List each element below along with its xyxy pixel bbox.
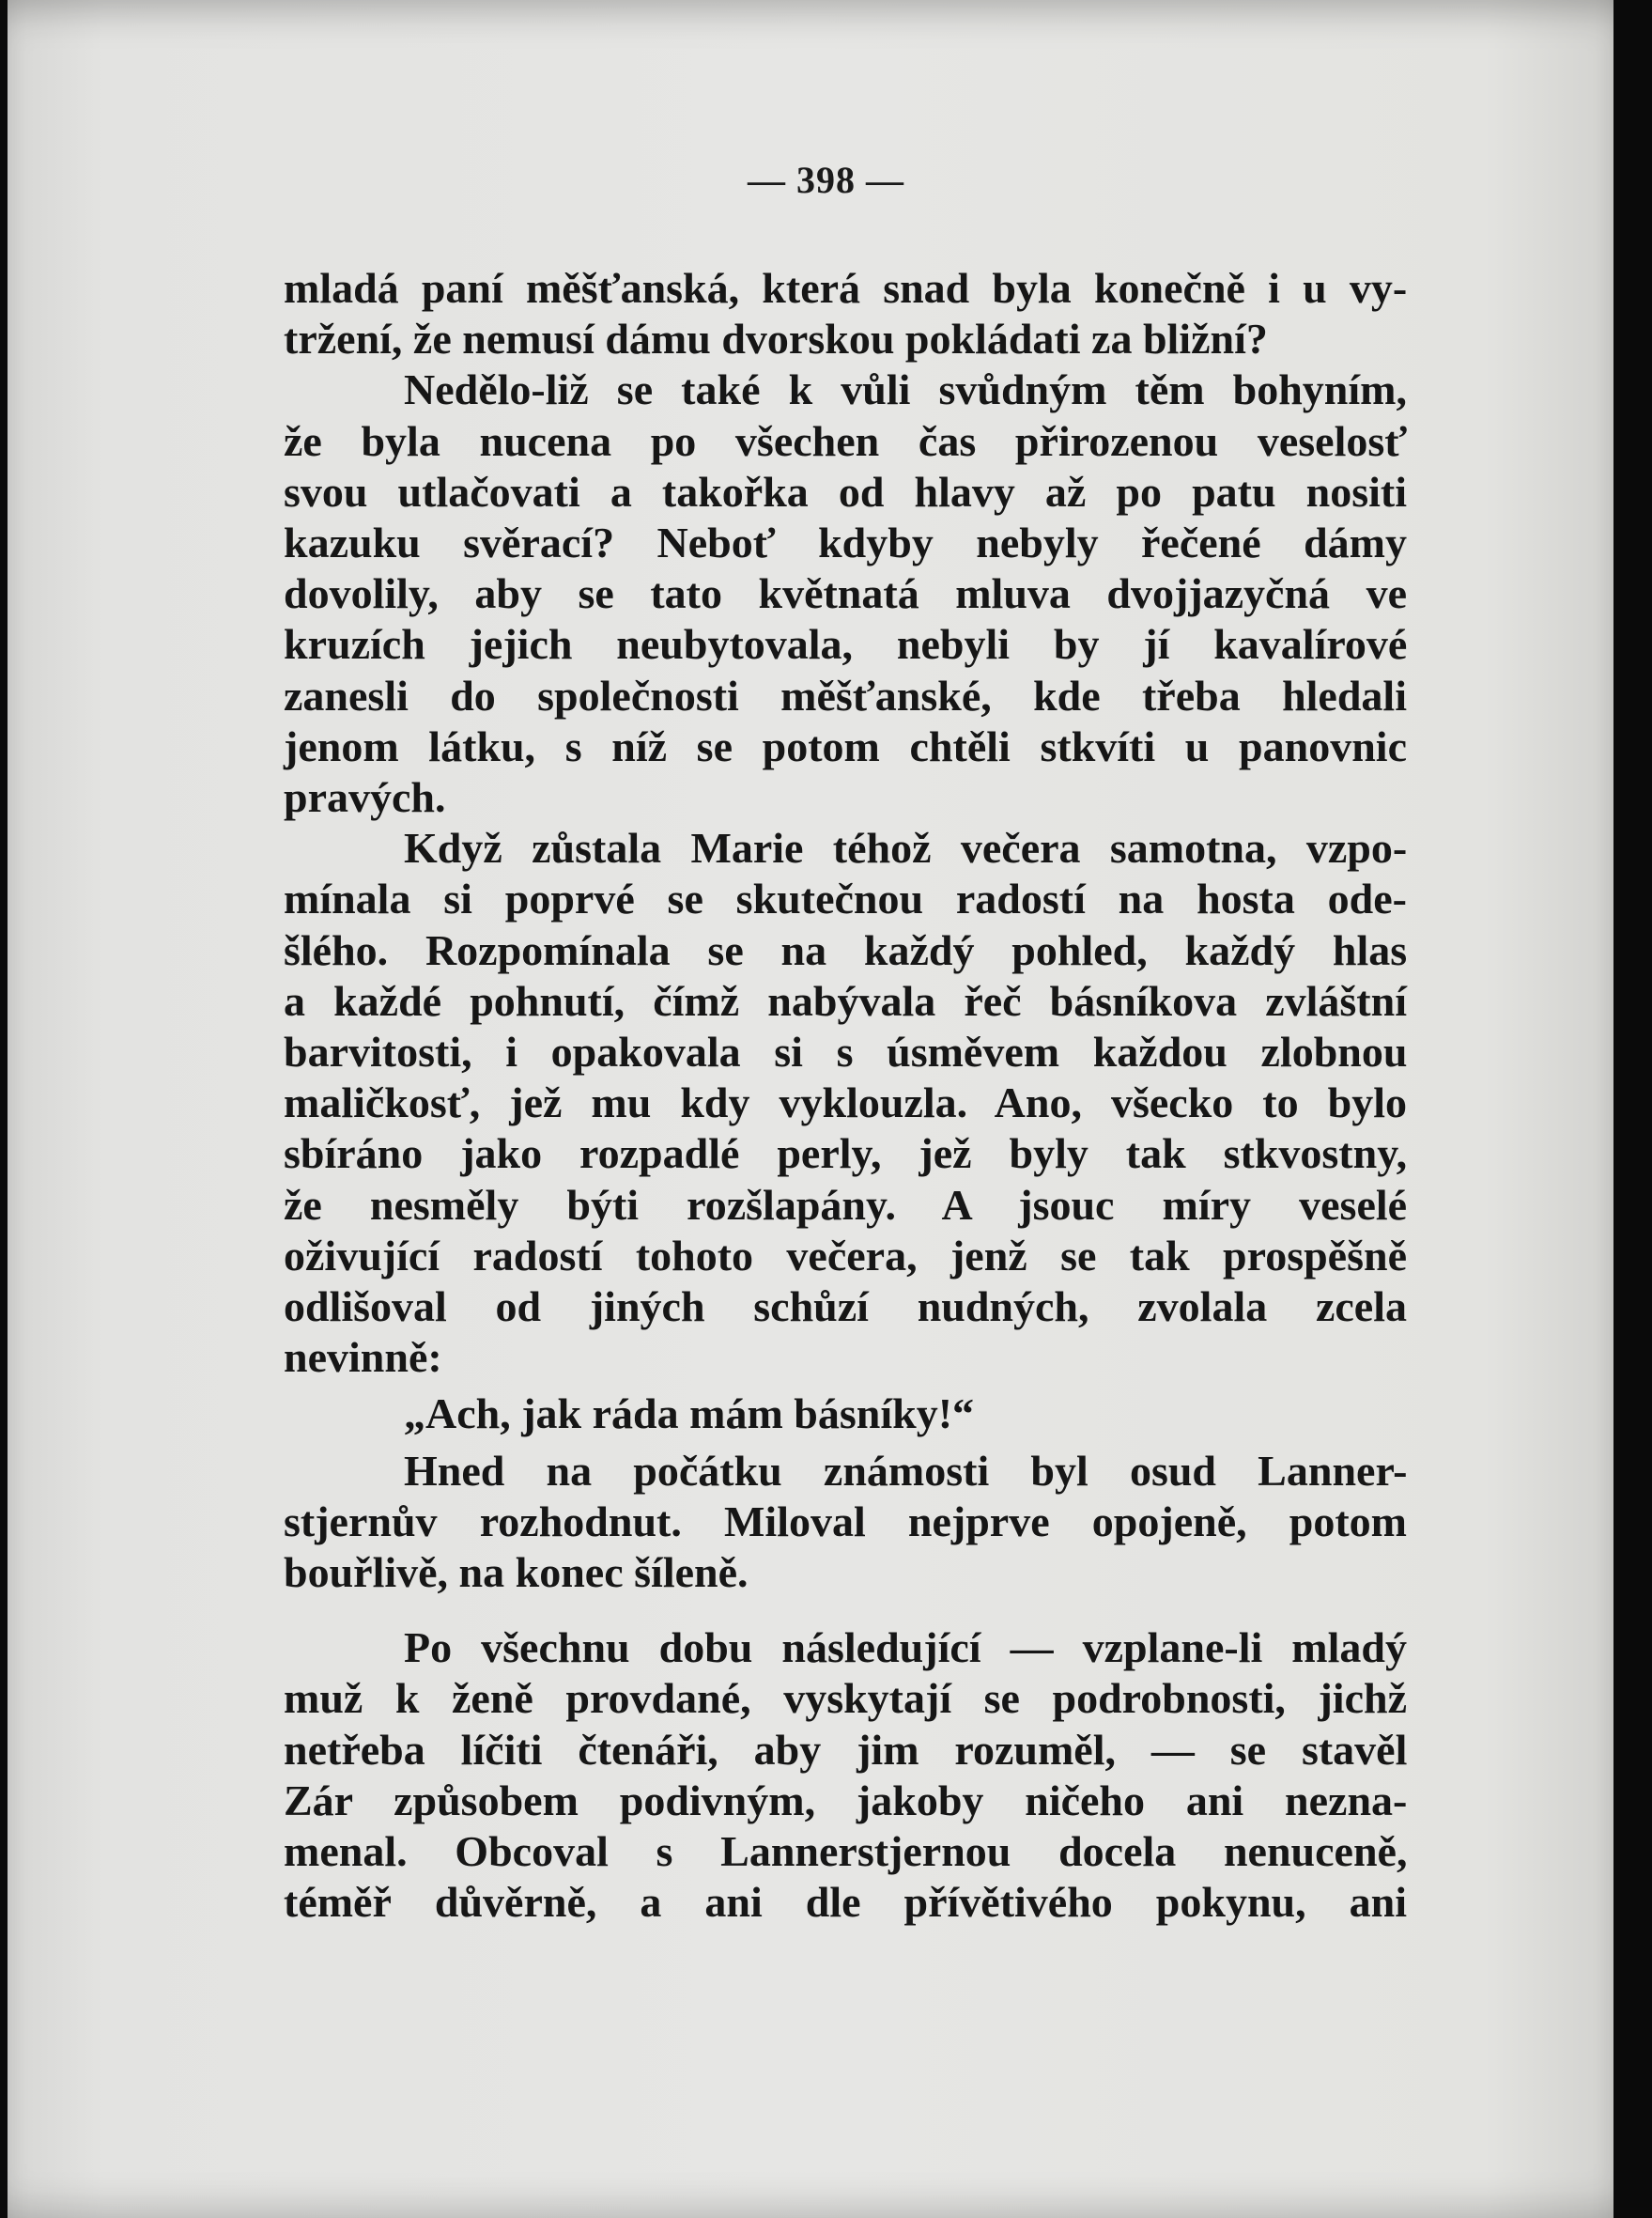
text-line: Hned na počátku známosti byl osud Lanner- <box>404 1446 1408 1495</box>
text-line: stjernův rozhodnut. Miloval nejprve opojeně, potom <box>284 1497 1407 1545</box>
paragraph-4 <box>284 1388 1407 1439</box>
text-line: Po všechnu dobu následující — vzplane-li mladý <box>404 1623 1407 1672</box>
text-line: sbíráno jako rozpadlé perly, jež byly tak stkvostny, <box>284 1129 1408 1178</box>
text-line: mladá paní měšťanská, která snad byla konečně i u vy- <box>284 264 1408 312</box>
paragraph-3 <box>284 823 1407 1383</box>
text-line: že byla nucena po všechen čas přirozenou veselosť <box>284 416 1408 465</box>
text-line: menal. Obcoval s Lannerstjernou docela nenuceně, <box>284 1827 1408 1876</box>
text-line: Nedělo-liž se také k vůli svůdným těm bohyním, <box>404 365 1407 414</box>
text-line: maličkosť, jež mu kdy vyklouzla. Ano, všecko to bylo <box>284 1078 1407 1127</box>
text-line: pravých. <box>284 773 446 822</box>
paragraph-gap <box>284 1598 1407 1622</box>
text-line: svou utlačovati a takořka od hlavy až po patu nositi <box>284 467 1407 516</box>
text-line: netřeba líčiti čtenáři, aby jim rozuměl, — se stavěl <box>284 1725 1408 1774</box>
text-line: zanesli do společnosti měšťanské, kde třeba hledali <box>284 671 1407 720</box>
text-line: nevinně: <box>284 1333 442 1382</box>
text-line: Když zůstala Marie téhož večera samotna, vzpo- <box>404 824 1408 873</box>
text-line: „Ach, jak ráda mám básníky!“ <box>404 1389 975 1438</box>
text-line: a každé pohnutí, čímž nabývala řeč básníkova zvláštní <box>284 976 1407 1025</box>
text-line: tržení, že nemusí dámu dvorskou pokládati za bližní? <box>284 315 1268 364</box>
text-line: odlišoval od jiných schůzí nudných, zvolala zcela <box>284 1282 1407 1331</box>
text-line: Zár způsobem podivným, jakoby ničeho ani nezna- <box>284 1776 1408 1824</box>
text-line: bouřlivě, na konec šíleně. <box>284 1548 749 1597</box>
text-line: oživující radostí tohoto večera, jenž se tak prospěšně <box>284 1231 1407 1280</box>
text-line: barvitosti, i opakovala si s úsměvem každou zlobnou <box>284 1028 1408 1077</box>
text-line: jenom látku, s níž se potom chtěli stkvíti u panovnic <box>284 721 1407 770</box>
text-line: šlého. Rozpomínala se na každý pohled, každý hlas <box>284 925 1408 974</box>
text-line: muž k ženě provdané, vyskytají se podrobnosti, jichž <box>284 1674 1407 1723</box>
text-line: téměř důvěrně, a ani dle přívětivého pokynu, ani <box>284 1878 1407 1927</box>
paragraph-5 <box>284 1446 1407 1599</box>
paragraph-6 <box>284 1622 1407 1928</box>
text-line: kazuku svěrací? Neboť kdyby nebyly řečené dámy <box>284 519 1407 567</box>
text-line: že nesměly býti rozšlapány. A jsouc míry veselé <box>284 1180 1408 1229</box>
paragraph-2 <box>284 364 1407 823</box>
body-text <box>284 263 1407 1929</box>
text-line: mínala si poprvé se skutečnou radostí na hosta ode- <box>284 875 1407 923</box>
scan-border <box>1613 0 1652 2218</box>
paragraph-1 <box>284 263 1407 364</box>
text-line: kruzích jejich neubytovala, nebyli by jí kavalírové <box>284 620 1408 669</box>
text-line: dovolily, aby se tato květnatá mluva dvojjazyčná ve <box>284 569 1407 618</box>
page-number: — 398 — <box>748 159 904 201</box>
